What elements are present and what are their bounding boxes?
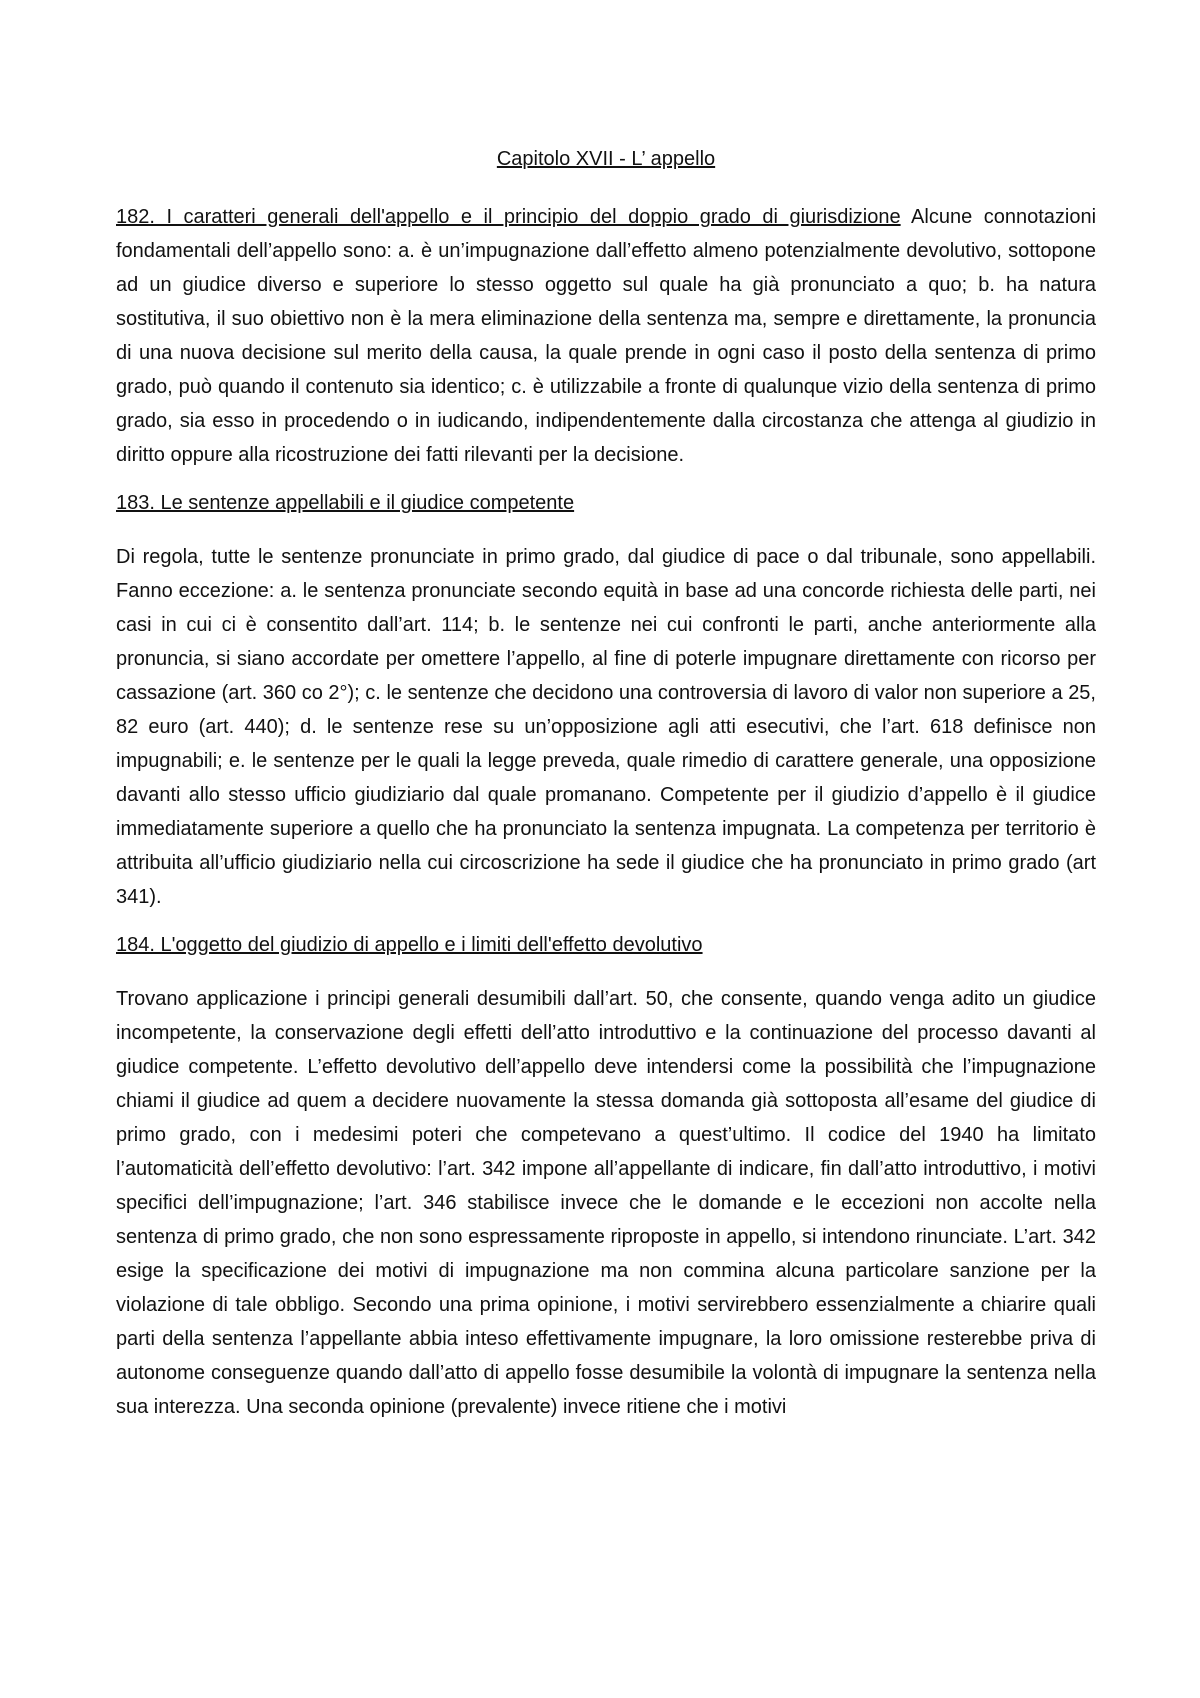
section-182	[116, 200, 1096, 472]
section-182-body: Alcune connotazioni fondamentali dell’appello sono: a. è un’impugnazione dall’effetto almeno potenzialmente devolutivo, sottopone ad un giudice diverso e superiore lo stesso oggetto sul quale ha già pronunciato a quo; b. ha natura sostitutiva, il suo obiettivo non è la mera eliminazione della sentenza ma, sempre e direttamente, la pronuncia di una nuova decisione sul merito della causa, la quale prende in ogni caso il posto della sentenza di primo grado, può quando il contenuto sia identico; c. è utilizzabile a fronte di qualunque vizio della sentenza di primo grado, sia esso in procedendo o in iudicando, indipendentemente dalla circostanza che attenga al giudizio in diritto oppure alla ricostruzione dei fatti rilevanti per la decisione.	[116, 206, 1097, 466]
section-183-body: Di regola, tutte le sentenze pronunciate in primo grado, dal giudice di pace o dal tribunale, sono appellabili. Fanno eccezione: a. le sentenza pronunciate secondo equità in base ad una concorde richiesta delle parti, nei casi in cui ci è consentito dall’art. 114; b. le sentenze nei cui confronti le parti, anche anteriormente alla pronuncia, si siano accordate per omettere l’appello, al fine di poterle impugnare direttamente con ricorso per cassazione (art. 360 co 2°); c. le sentenze che decidono una controversia di lavoro di valor non superiore a 25, 82 euro (art. 440); d. le sentenze rese su un’opposizione agli atti esecutivi, che l’art. 618 definisce non impugnabili; e. le sentenze per le quali la legge preveda, quale rimedio di carattere generale, una opposizione davanti allo stesso ufficio giudiziario dal quale promanano. Competente per il giudizio d’appello è il giudice immediatamente superiore a quello che ha pronunciato la sentenza impugnata. La competenza per territorio è attribuita all’ufficio giudiziario nella cui circoscrizione ha sede il giudice che ha pronunciato in primo grado (art 341).	[116, 546, 1096, 908]
section-184-heading: 184. L'oggetto del giudizio di appello e i limiti dell'effetto devolutivo	[116, 934, 703, 956]
section-182-heading: 182. I caratteri generali dell'appello e il principio del doppio grado di giurisdizione	[116, 206, 901, 228]
chapter-title: Capitolo XVII - L’ appello	[496, 148, 716, 170]
section-184-body: Trovano applicazione i principi generali desumibili dall’art. 50, che consente, quando venga adito un giudice incompetente, la conservazione degli effetti dell’atto introduttivo e la continuazione del processo davanti al giudice competente. L’effetto devolutivo dell’appello deve intendersi come la possibilità che l’impugnazione chiami il giudice ad quem a decidere nuovamente la stessa domanda già sottoposta all’esame del giudice di primo grado, con i medesimi poteri che competevano a quest’ultimo. Il codice del 1940 ha limitato l’automaticità dell’effetto devolutivo: l’art. 342 impone all’appellante di indicare, fin dall’atto introduttivo, i motivi specifici dell’impugnazione; l’art. 346 stabilisce invece che le domande e le eccezioni non accolte nella sentenza di primo grado, che non sono espressamente riproposte in appello, si intendono rinunciate. L’art. 342 esige la specificazione dei motivi di impugnazione ma non commina alcuna particolare sanzione per la violazione di tale obbligo. Secondo una prima opinione, i motivi servirebbero essenzialmente a chiarire quali parti della sentenza l’appellante abbia inteso effettivamente impugnare, la loro omissione resterebbe priva di autonome conseguenze quando dall’atto di appello fosse desumibile la volontà di impugnare la sentenza nella sua interezza. Una seconda opinione (prevalente) invece ritiene che i motivi	[116, 988, 1096, 1418]
section-183-heading: 183. Le sentenze appellabili e il giudice competente	[116, 492, 575, 514]
document-page	[116, 142, 1096, 1438]
